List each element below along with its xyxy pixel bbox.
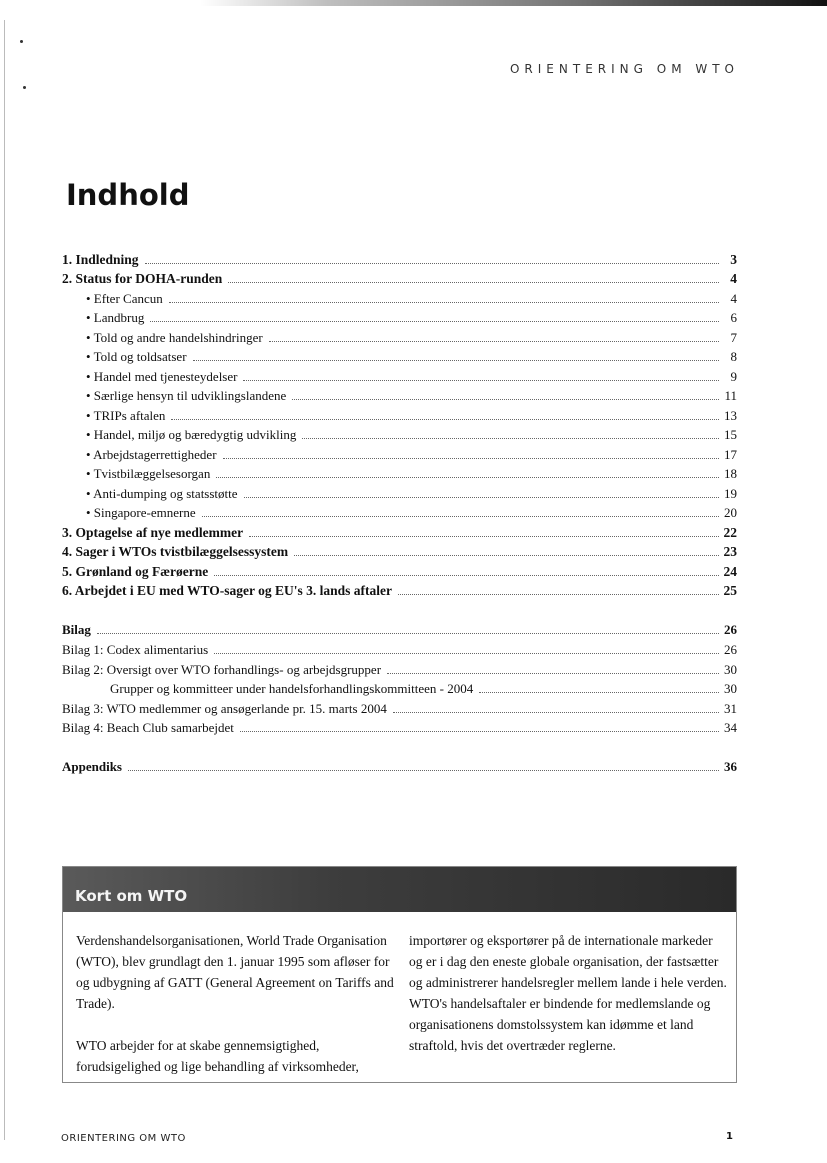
toc-leader — [145, 263, 719, 264]
toc-entry-page: 18 — [724, 466, 737, 481]
toc-leader — [302, 438, 719, 439]
toc-leader — [150, 321, 719, 322]
toc-entry-page: 15 — [724, 427, 737, 442]
toc-leader — [249, 536, 719, 537]
toc-entry-tjenesteydelser[interactable] — [62, 365, 737, 384]
toc-entry-page: 26 — [724, 622, 737, 637]
toc-entry-page: 20 — [724, 505, 737, 520]
toc-entry-udviklingslandene[interactable] — [62, 384, 737, 403]
toc-entry-label: 5. Grønland og Færøerne — [62, 564, 209, 579]
toc-leader — [171, 419, 719, 420]
toc-entry-label: • TRIPs aftalen — [86, 408, 166, 423]
running-footer: ORIENTERING OM WTO — [61, 1133, 186, 1144]
toc-entry-bilag-2[interactable] — [62, 658, 737, 677]
toc-entry-page: 17 — [724, 447, 737, 462]
toc-entry-label: • Singapore-emnerne — [86, 505, 196, 520]
toc-leader — [169, 302, 719, 303]
toc-entry-told-handelshindringer[interactable] — [62, 326, 737, 345]
box-paragraph: importører og eksportører på de internationale markeder og er i dag den eneste globale organisation, der fastsætter og administrerer handelsregler mellem lande i hele verden. WTO's handelsaftaler er bindende for medlemslande og organisationens domstolssystem kan idømme et land straftold, hvis det overtræder reglerne. — [409, 933, 727, 1053]
toc-entry-label: • Told og toldsatser — [86, 349, 187, 364]
toc-entry-tvistbilaeggelse[interactable] — [62, 462, 737, 481]
toc-entry-page: 8 — [730, 349, 737, 364]
box-paragraph: WTO arbejder for at skabe gennemsigtighed, forudsigelighed og lige behandling af virksomheder, — [76, 1038, 359, 1074]
toc-entry-label: Grupper og kommitteer under handelsforhandlingskommitteen - 2004 — [110, 681, 474, 696]
toc-entry-page: 9 — [730, 369, 737, 384]
toc-leader — [223, 458, 719, 459]
toc-entry-page: 19 — [724, 486, 737, 501]
kort-om-wto-box — [62, 866, 737, 1083]
toc-entry-bilag[interactable] — [62, 618, 737, 637]
box-right-column — [409, 930, 727, 1077]
toc-entry-page: 26 — [724, 642, 737, 657]
toc-entry-page: 11 — [724, 388, 737, 403]
toc-leader — [97, 633, 719, 634]
toc-entry-landbrug[interactable] — [62, 306, 737, 325]
toc-entry-appendiks[interactable] — [62, 755, 737, 774]
toc-entry-label: 1. Indledning — [62, 252, 139, 267]
toc-entry-gronland[interactable] — [62, 560, 737, 579]
toc-entry-label: • Handel med tjenesteydelser — [86, 369, 238, 384]
toc-entry-label: • Landbrug — [86, 310, 145, 325]
toc-entry-page: 22 — [723, 525, 737, 540]
toc-entry-label: 3. Optagelse af nye medlemmer — [62, 525, 244, 540]
toc-entry-label: • Tvistbilæggelsesorgan — [86, 466, 211, 481]
toc-entry-trips[interactable] — [62, 404, 737, 423]
toc-entry-label: • Told og andre handelshindringer — [86, 330, 263, 345]
toc-leader — [243, 380, 719, 381]
toc-entry-page: 4 — [730, 271, 737, 286]
toc-entry-page: 30 — [724, 662, 737, 677]
toc-leader — [228, 282, 719, 283]
toc-leader — [292, 399, 719, 400]
toc-leader — [393, 712, 719, 713]
page-number: 1 — [726, 1131, 733, 1142]
toc-leader — [128, 770, 719, 771]
toc-entry-page: 4 — [730, 291, 737, 306]
toc-leader — [216, 477, 719, 478]
toc-entry-efter-cancun[interactable] — [62, 287, 737, 306]
box-left-column — [76, 930, 394, 1098]
toc-entry-page: 25 — [723, 583, 737, 598]
toc-entry-nye-medlemmer[interactable] — [62, 521, 737, 540]
left-edge-scan-mark — [4, 20, 5, 1140]
toc-entry-label: • Arbejdstagerrettigheder — [86, 447, 217, 462]
toc-leader — [294, 555, 719, 556]
scan-speck — [23, 86, 26, 89]
toc-entry-label: • Efter Cancun — [86, 291, 163, 306]
toc-entry-label: Bilag 4: Beach Club samarbejdet — [62, 720, 234, 735]
box-title: Kort om WTO — [75, 887, 188, 905]
toc-entry-label: 2. Status for DOHA-runden — [62, 271, 223, 286]
toc-entry-page: 6 — [730, 310, 737, 325]
toc-entry-singapore[interactable] — [62, 501, 737, 520]
toc-entry-bilag-1[interactable] — [62, 638, 737, 657]
toc-entry-eu[interactable] — [62, 579, 737, 598]
toc-entry-status-doha[interactable] — [62, 267, 737, 286]
running-header: ORIENTERING OM WTO — [509, 62, 739, 76]
top-edge-scan-mark — [200, 0, 827, 6]
toc-leader — [214, 575, 719, 576]
page-title: Indhold — [66, 178, 190, 212]
toc-leader — [202, 516, 719, 517]
toc-entry-page: 36 — [724, 759, 737, 774]
toc-leader — [269, 341, 719, 342]
toc-entry-anti-dumping[interactable] — [62, 482, 737, 501]
toc-entry-label: • Handel, miljø og bæredygtig udvikling — [86, 427, 297, 442]
toc-leader — [214, 653, 719, 654]
toc-entry-label: Bilag 2: Oversigt over WTO forhandlings- og arbejdsgrupper — [62, 662, 382, 677]
toc-entry-label: Bilag — [62, 622, 91, 637]
toc-entry-label: 4. Sager i WTOs tvistbilæggelsessystem — [62, 544, 289, 559]
toc-entry-page: 24 — [723, 564, 737, 579]
toc-entry-page: 3 — [730, 252, 737, 267]
toc-entry-page: 7 — [730, 330, 737, 345]
toc-entry-label: • Anti-dumping og statsstøtte — [86, 486, 238, 501]
toc-entry-label: Bilag 1: Codex alimentarius — [62, 642, 209, 657]
toc-entry-label: 6. Arbejdet i EU med WTO-sager og EU's 3. lands aftaler — [62, 583, 392, 598]
scan-speck — [20, 40, 23, 43]
toc-entry-label: Appendiks — [62, 759, 122, 774]
toc-entry-page: 31 — [724, 701, 737, 716]
toc-entry-page: 23 — [723, 544, 737, 559]
toc-entry-indledning[interactable] — [62, 248, 737, 267]
toc-entry-page: 34 — [724, 720, 737, 735]
toc-entry-miljo[interactable] — [62, 423, 737, 442]
toc-entry-label: • Særlige hensyn til udviklingslandene — [86, 388, 287, 403]
toc-entry-sager[interactable] — [62, 540, 737, 559]
toc-entry-told-toldsatser[interactable] — [62, 345, 737, 364]
toc-leader — [240, 731, 719, 732]
toc-leader — [398, 594, 719, 595]
box-header — [63, 867, 736, 912]
toc-entry-page: 13 — [724, 408, 737, 423]
toc-entry-bilag-4[interactable] — [62, 716, 737, 735]
toc-leader — [479, 692, 719, 693]
toc-entry-bilag-3[interactable] — [62, 697, 737, 716]
toc-leader — [244, 497, 719, 498]
toc-entry-arbejdstager[interactable] — [62, 443, 737, 462]
toc-entry-grupper[interactable] — [62, 677, 737, 696]
toc-leader — [387, 673, 719, 674]
toc-entry-label: Bilag 3: WTO medlemmer og ansøgerlande pr. 15. marts 2004 — [62, 701, 387, 716]
box-paragraph: Verdenshandelsorganisationen, World Trade Organisation (WTO), blev grundlagt den 1. januar 1995 som afløser for og udbygning af GATT (General Agreement on Tariffs and Trade). — [76, 933, 394, 1011]
toc-leader — [193, 360, 719, 361]
toc-entry-page: 30 — [724, 681, 737, 696]
